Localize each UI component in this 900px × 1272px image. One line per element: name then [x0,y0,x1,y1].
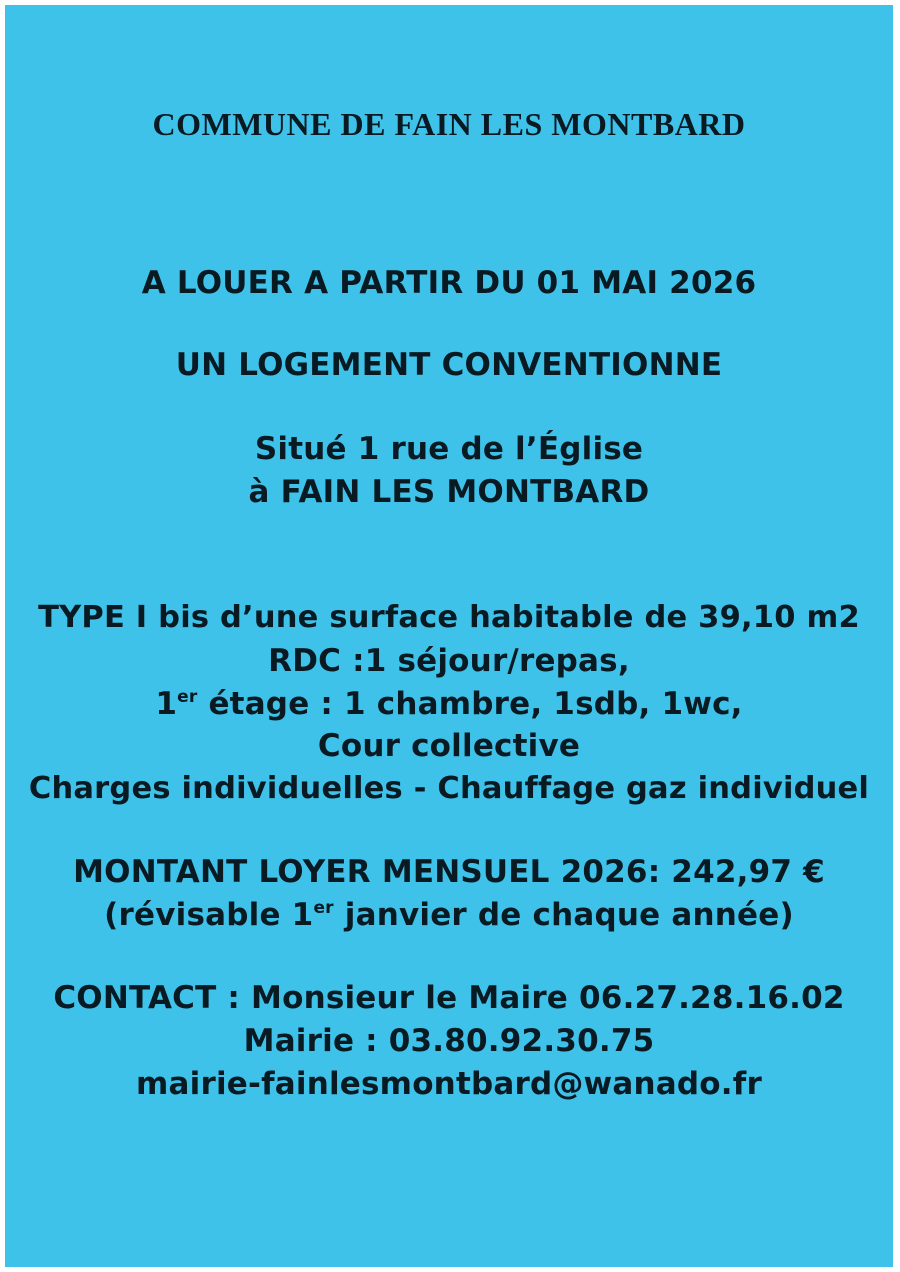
revision-rest: janvier de chaque année) [333,897,794,933]
location-street: Situé 1 rue de l’Église [254,431,644,467]
first-floor-rooms: étage : 1 chambre, 1sdb, 1wc, [197,686,743,722]
first-floor-number: 1 [155,686,178,722]
rent-revision [5,895,893,940]
revision-superscript: er [313,898,334,918]
flyer-page [5,5,893,1267]
charges-heating: Charges individuelles - Chauffage gaz individuel [28,771,870,806]
contact-mayor: CONTACT : Monsieur le Maire 06.27.28.16.02 [53,980,845,1016]
ground-floor: RDC :1 séjour/repas, [268,643,630,679]
contact-town-hall: Mairie : 03.80.92.30.75 [243,1023,655,1059]
location-town: à FAIN LES MONTBARD [248,474,650,510]
revision-prefix: (révisable 1 [104,897,314,933]
courtyard: Cour collective [317,728,581,764]
availability-date: A LOUER A PARTIR DU 01 MAI 2026 [141,265,757,301]
rent-amount: MONTANT LOYER MENSUEL 2026: 242,97 € [73,854,825,890]
type-surface: TYPE I bis d’une surface habitable de 39,10 m2 [38,600,860,635]
housing-type: UN LOGEMENT CONVENTIONNE [175,347,723,383]
first-floor-superscript: er [177,687,198,707]
first-floor [5,684,893,729]
contact-email[interactable]: mairie-fainlesmontbard@wanado.fr [136,1066,762,1102]
commune-heading: COMMUNE DE FAIN LES MONTBARD [152,106,746,142]
